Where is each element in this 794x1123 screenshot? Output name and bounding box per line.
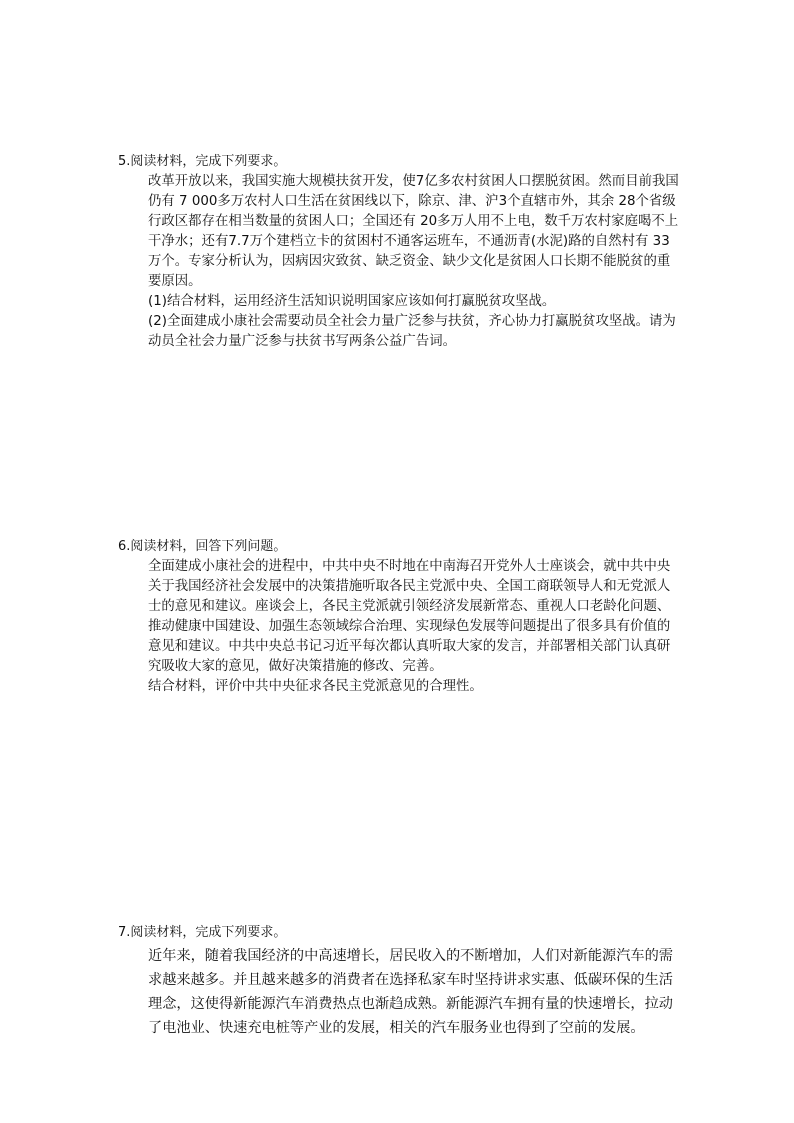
question-material: 全面建成小康社会的进程中，中共中央不时地在中南海召开党外人士座谈会，就中共中央关于我国经济社会发展中的决策措施听取各民主党派中央、全国工商联领导人和无党派人士的意见和建议。座谈会上，各民主党派就引领经济发展新常态、重视人口老龄化问题、推动健康中国建设、加强生态领域综合治理、实现绿色发展等问题提出了很多具有价值的意见和建议。中共中央总书记习近平每次都认真听取大家的发言，并部署相关部门认真研究吸收大家的意见，做好决策措施的修改、完善。 (148, 559, 671, 674)
question-6 (118, 537, 680, 697)
question-sub-2: (2)全面建成小康社会需要动员全社会力量广泛参与扶贫，齐心协力打赢脱贫攻坚战。请为动员全社会力量广泛参与扶贫书写两条公益广告词。 (148, 314, 676, 349)
question-prompt: 结合材料，评价中共中央征求各民主党派意见的合理性。 (148, 679, 483, 694)
question-material: 改革开放以来，我国实施大规模扶贫开发，使7亿多农村贫困人口摆脱贫困。然而目前我国仍有 7 000多万农村人口生活在贫困线以下，除京、津、沪3个直辖市外，其余 28个省级行政区都存在相当数量的贫困人口；全国还有 20多万人用不上电，数千万农村家庭喝不上干净水；还有7.7万个建档立卡的贫困村不通客运班车，不通沥青(水泥)路的自然村有 33万个。专家分析认为，因病因灾致贫、缺乏资金、缺少文化是贫困人口长期不能脱贫的重要原因。 (148, 174, 679, 289)
question-title: 6.阅读材料，回答下列问题。 (118, 539, 287, 554)
question-title: 7.阅读材料，完成下列要求。 (118, 925, 287, 940)
question-7 (118, 922, 680, 1040)
question-title: 5.阅读材料，完成下列要求。 (118, 154, 287, 169)
question-5 (118, 152, 680, 352)
question-sub-1: (1)结合材料，运用经济生活知识说明国家应该如何打赢脱贫攻坚战。 (148, 294, 556, 309)
question-material: 近年来，随着我国经济的中高速增长，居民收入的不断增加，人们对新能源汽车的需求越来越多。并且越来越多的消费者在选择私家车时坚持讲求实惠、低碳环保的生活理念，这使得新能源汽车消费热点也渐趋成熟。新能源汽车拥有量的快速增长，拉动了电池业、快速充电桩等产业的发展，相关的汽车服务业也得到了空前的发展。 (148, 948, 673, 1036)
